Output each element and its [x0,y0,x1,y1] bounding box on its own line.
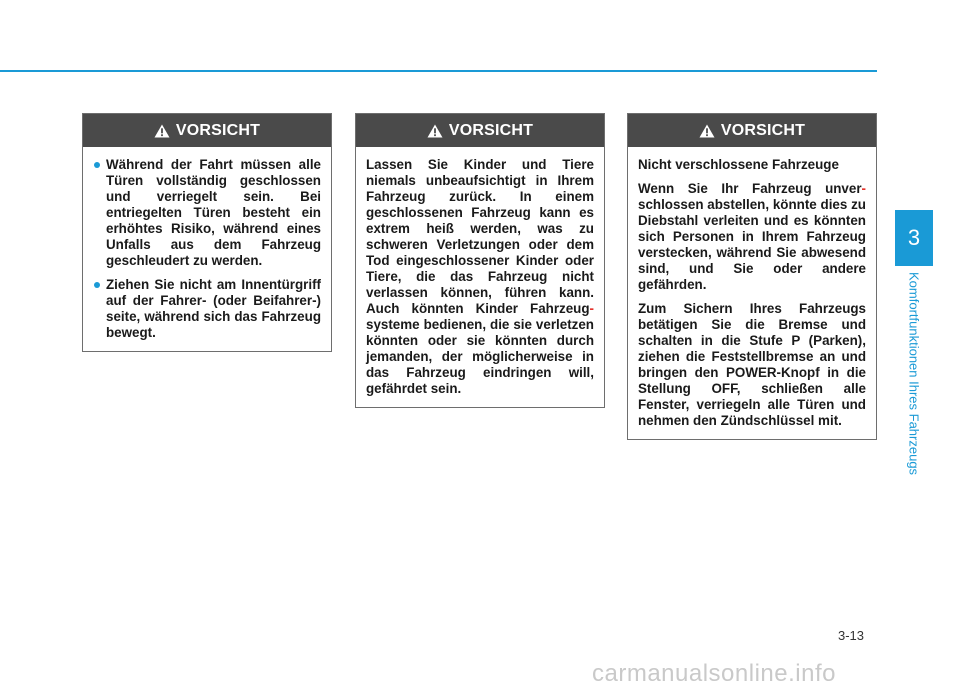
caution-body [83,147,331,351]
hyphen-mark: - [589,301,594,316]
caution-box-unlocked [627,113,877,440]
paragraph-text: Wenn Sie Ihr Fahrzeug unver [638,181,862,196]
paragraph-text: Lassen Sie Kinder und Tiere niemals unbeaufsichtigt in Ihrem Fahrzeug zurück. In einem geschlossenen Fahrzeug kann es extrem heiß werden, was zu schweren Verletzungen oder dem Tod eingeschlossener Kinder oder Tiere, die das Fahrzeug nicht verlassen können, führen kann. Auch könnten Kinder Fahrzeug [366,157,594,316]
caution-label: VORSICHT [448,121,534,139]
caution-paragraph [638,181,866,293]
caution-paragraph: Zum Sichern Ihres Fahrzeugs betätigen Sie die Bremse und schalten in die Stufe P (Parken), ziehen die Feststellbremse an und bringen den POWER-Knopf in die Stellung OFF, schließen alle Fenster, verriegeln alle Türen und nehmen den Zündschlüssel mit. [638,301,866,428]
chapter-title: Komfortfunktionen Ihres Fahrzeugs [906,272,922,476]
caution-body [628,147,876,439]
caution-body [356,147,604,407]
caution-header [83,114,331,147]
chapter-number-tab [895,210,933,266]
caution-header [628,114,876,147]
watermark: carmanualsonline.info [592,660,836,687]
caution-header [356,114,604,147]
warning-triangle-icon [699,124,715,138]
caution-title: Nicht verschlossene Fahrzeuge [638,157,839,172]
caution-label: VORSICHT [175,121,261,139]
bullet-item: Ziehen Sie nicht am Innentürgriff auf der Fahrer- (oder Beifahrer-) seite, während sich das Fahrzeug bewegt. [93,277,321,341]
page-number: 3-13 [838,628,865,643]
bullet-list [93,157,321,341]
caution-paragraph [366,157,594,397]
chapter-number: 3 [907,225,921,250]
paragraph-text: schlossen abstellen, könnte dies zu Diebstahl verleiten und es könnten sich Personen in Ihrem Fahrzeug verstecken, während Sie abwesend sind, und Sie oder andere gefährden. [638,197,866,292]
hyphen-mark: - [861,181,866,196]
bullet-item: Während der Fahrt müssen alle Türen vollständig geschlossen und verriegelt sein. Bei entriegelten Türen besteht ein erhöhtes Risiko, während eines Unfalls aus dem Fahrzeug geschleudert zu werden. [93,157,321,269]
warning-triangle-icon [427,124,443,138]
caution-box-doors [82,113,332,352]
caution-box-children [355,113,605,408]
warning-triangle-icon [154,124,170,138]
paragraph-text: systeme bedienen, die sie verletzen könnten oder sie könnten durch jemanden, der möglicherweise in das Fahrzeug eindringen will, gefährdet sein. [366,317,594,396]
top-rule [0,70,877,72]
caution-label: VORSICHT [720,121,806,139]
